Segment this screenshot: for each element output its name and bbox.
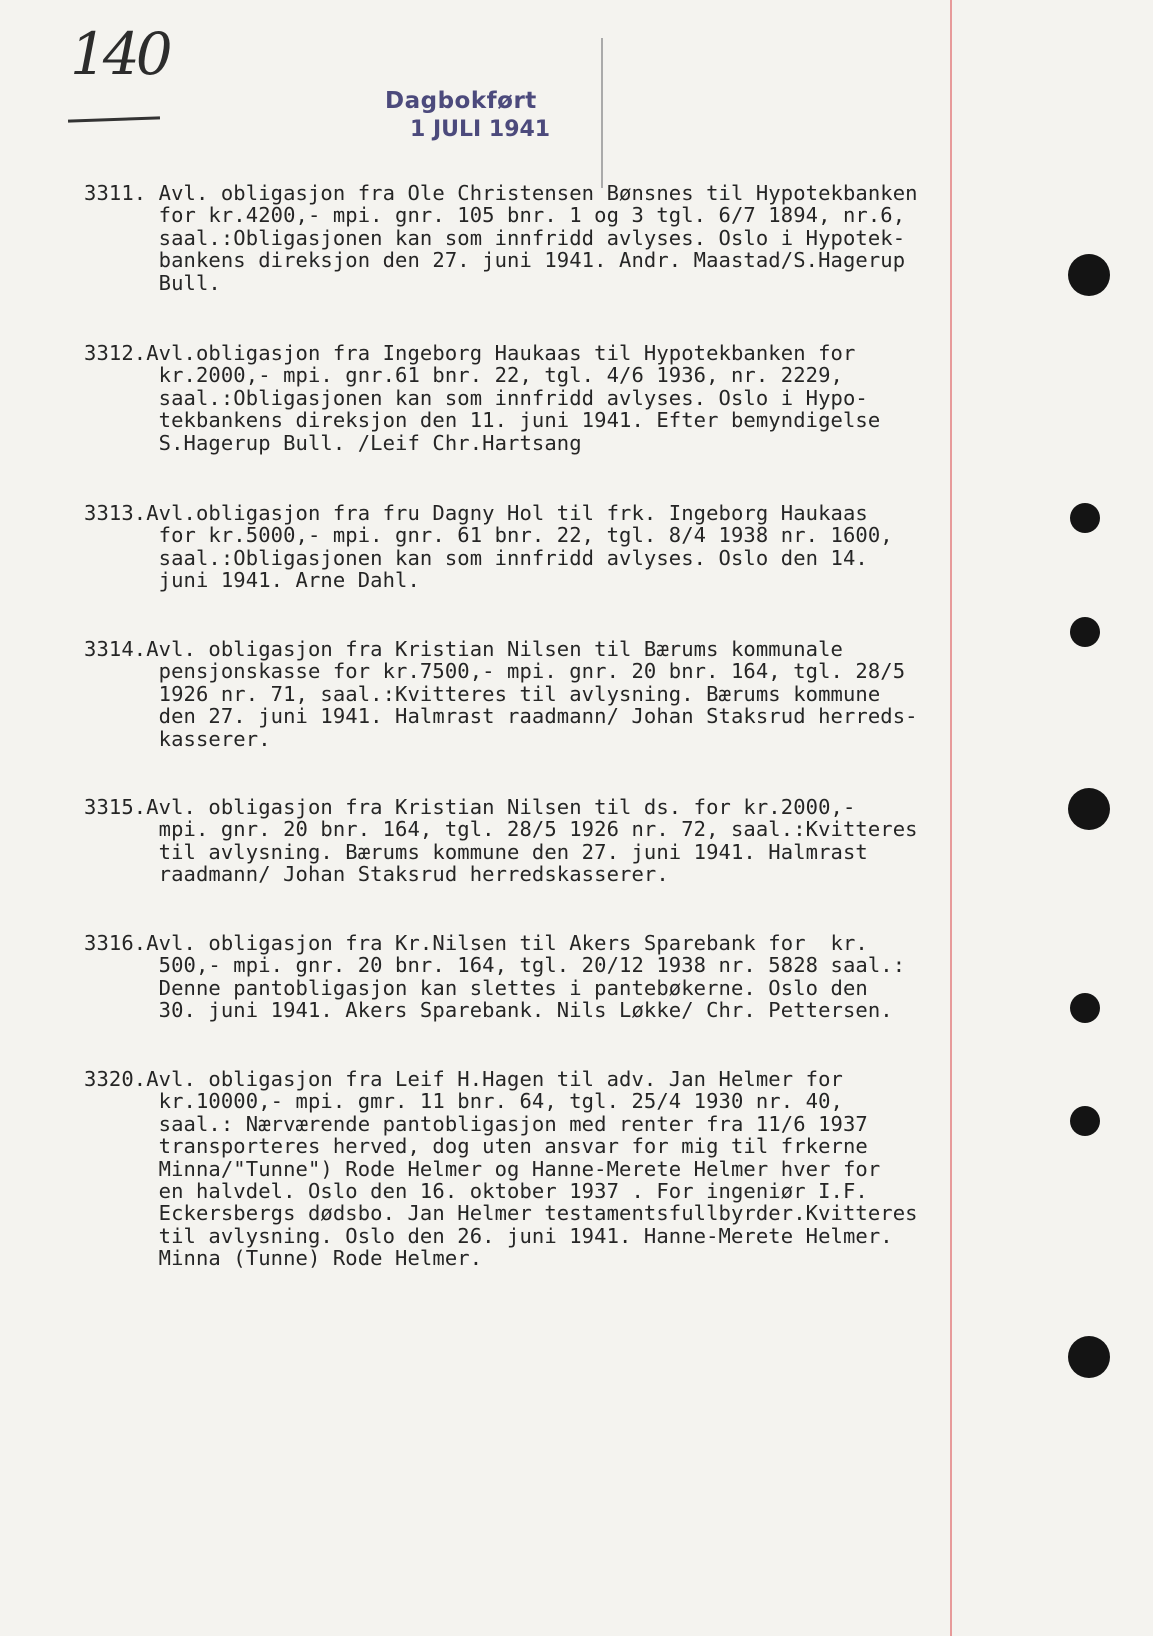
entry-5 [84, 796, 1004, 886]
entry-line: S.Hagerup Bull. /Leif Chr.Hartsang [84, 430, 582, 455]
entry-line: kasserer. [84, 726, 271, 751]
entry-line: for kr.4200,- mpi. gnr. 105 bnr. 1 og 3 tgl. 6/7 1894, nr.6, [84, 203, 906, 228]
binder-hole-6 [1070, 1106, 1100, 1136]
entry-line: pensjonskasse for kr.7500,- mpi. gnr. 20 bnr. 164, tgl. 28/5 [84, 659, 906, 684]
binder-hole-2 [1070, 503, 1100, 533]
entry-line: transporteres herved, dog uten ansvar for mig til frkerne [84, 1134, 868, 1159]
entry-line: til avlysning. Oslo den 26. juni 1941. Hanne-Merete Helmer. [84, 1223, 893, 1248]
entry-line: for kr.5000,- mpi. gnr. 61 bnr. 22, tgl. 8/4 1938 nr. 1600, [84, 523, 893, 548]
entry-line: saal.:Obligasjonen kan som innfridd avlyses. Oslo den 14. [84, 545, 868, 570]
entry-line: raadmann/ Johan Staksrud herredskasserer. [84, 862, 669, 887]
entry-line: den 27. juni 1941. Halmrast raadmann/ Johan Staksrud herreds- [84, 704, 918, 729]
entry-line: saal.: Nærværende pantobligasjon med renter fra 11/6 1937 [84, 1111, 868, 1136]
entry-line: 1926 nr. 71, saal.:Kvitteres til avlysning. Bærums kommune [84, 681, 881, 706]
entry-line: tekbankens direksjon den 11. juni 1941. Efter bemyndigelse [84, 408, 881, 433]
entry-line: 3313.Avl.obligasjon fra fru Dagny Hol til frk. Ingeborg Haukaas [84, 501, 868, 525]
entry-line: Minna/"Tunne") Rode Helmer og Hanne-Merete Helmer hver for [84, 1156, 881, 1181]
entry-line: bankens direksjon den 27. juni 1941. Andr. Maastad/S.Hagerup [84, 248, 906, 273]
entry-7 [84, 1068, 1004, 1270]
fold-mark [601, 38, 603, 188]
binder-hole-1 [1068, 254, 1110, 296]
entry-line: 30. juni 1941. Akers Sparebank. Nils Løkke/ Chr. Pettersen. [84, 998, 893, 1023]
entry-line: saal.:Obligasjonen kan som innfridd avlyses. Oslo i Hypo- [84, 385, 868, 410]
entry-line: 3315.Avl. obligasjon fra Kristian Nilsen til ds. for kr.2000,- [84, 795, 856, 819]
entry-line: 3314.Avl. obligasjon fra Kristian Nilsen til Bærums kommunale [84, 637, 843, 661]
entry-line: 3316.Avl. obligasjon fra Kr.Nilsen til Akers Sparebank for kr. [84, 931, 868, 955]
entry-line: Minna (Tunne) Rode Helmer. [84, 1246, 483, 1271]
binder-hole-4 [1068, 788, 1110, 830]
entry-line: 500,- mpi. gnr. 20 bnr. 164, tgl. 20/12 1938 nr. 5828 saal.: [84, 953, 906, 978]
entry-line: kr.2000,- mpi. gnr.61 bnr. 22, tgl. 4/6 1936, nr. 2229, [84, 363, 843, 388]
entry-line: til avlysning. Bærums kommune den 27. juni 1941. Halmrast [84, 839, 868, 864]
entry-6 [84, 932, 1004, 1022]
entry-line: Eckersbergs dødsbo. Jan Helmer testamentsfullbyrder.Kvitteres [84, 1201, 918, 1226]
entry-line: saal.:Obligasjonen kan som innfridd avlyses. Oslo i Hypotek- [84, 225, 906, 250]
binder-hole-3 [1070, 617, 1100, 647]
date-stamp [385, 88, 550, 142]
entry-line: juni 1941. Arne Dahl. [84, 568, 420, 593]
stamp-line-1: Dagbokført [385, 88, 537, 114]
entry-line: 3312.Avl.obligasjon fra Ingeborg Haukaas til Hypotekbanken for [84, 341, 856, 365]
binder-hole-5 [1070, 993, 1100, 1023]
page-number: 140 [70, 20, 169, 88]
entry-line: mpi. gnr. 20 bnr. 164, tgl. 28/5 1926 nr. 72, saal.:Kvitteres [84, 817, 918, 842]
entry-line: Denne pantobligasjon kan slettes i pantebøkerne. Oslo den [84, 975, 868, 1000]
entry-line: 3311. Avl. obligasjon fra Ole Christensen Bønsnes til Hypotekbanken [84, 181, 918, 205]
page-number-underline [68, 116, 160, 122]
binder-hole-7 [1068, 1336, 1110, 1378]
entry-line: 3320.Avl. obligasjon fra Leif H.Hagen til adv. Jan Helmer for [84, 1067, 843, 1091]
entry-2 [84, 342, 1004, 454]
entry-line: Bull. [84, 270, 221, 295]
entry-line: en halvdel. Oslo den 16. oktober 1937 . For ingeniør I.F. [84, 1179, 868, 1204]
stamp-line-2: 1 JULI 1941 [410, 117, 551, 142]
entry-1 [84, 182, 1004, 294]
entry-line: kr.10000,- mpi. gmr. 11 bnr. 64, tgl. 25/4 1930 nr. 40, [84, 1089, 843, 1114]
entry-4 [84, 638, 1004, 750]
entry-3 [84, 502, 1004, 592]
